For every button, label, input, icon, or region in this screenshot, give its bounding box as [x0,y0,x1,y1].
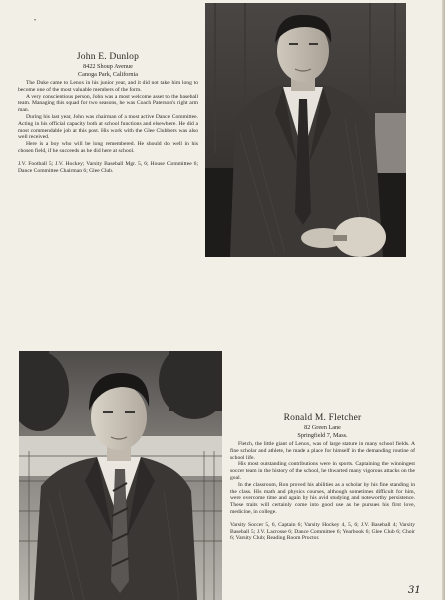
student-name: John E. Dunlop [76,52,140,62]
address-city: Canoga Park, California [78,70,138,78]
bio-paragraph: During his last year, John was chairman of a most active Dance Committee. Acting in his official capacity both at school functions and elsewhere. He did a most commendable job at this post. His work with the Glee Clubbers was also well received. [18,113,198,141]
address-city: Springfield 7, Mass. [297,431,348,439]
student-name: Ronald M. Fletcher [283,413,362,423]
entry-dunlop [18,52,198,174]
bio-paragraph: Here is a boy who will be long remembered. He should do well in his chosen field, if he succeeds as he did here at school. [18,141,198,154]
entry-fletcher [230,413,415,542]
bio-paragraph: The Duke came to Lenox in his junior year, and it did not take him long to become one of the most valuable members of the form. [18,80,198,93]
bio-paragraph: Fletch, the little giant of Lenox, was of large stature in many school fields. A fine scholar and athlete, he made a place for himself in the demanding routine of school life. [230,441,415,461]
portrait-photo-dunlop [205,3,406,257]
address-street: 8422 Shoup Avenue [83,63,133,70]
bio-paragraph: In the classroom, Ron proved his abilities as a scholar by his fine standing in the class. His math and physics courses, although sometimes difficult for him, were overcome time and again by his avid studying and noteworthy persistence. These traits will certainly come into good use as he pursues his first love, medicine, in college. [230,481,415,515]
print-mark: • [34,18,37,24]
address-street: 82 Green Lane [304,424,341,431]
bio-paragraph: A very conscientious person, John was a most welcome asset to the baseball team. Managing this squad for two seasons, he was Coach Paterson's right arm man. [18,93,198,114]
portrait-photo-fletcher [19,351,222,600]
activities-list: J.V. Football 5; J.V. Hockey; Varsity Baseball Mgr. 5, 6; House Committee 6; Dance Committee Chairman 6; Glee Club. [18,160,198,174]
activities-list: Varsity Soccer 5, 6, Captain 6; Varsity Hockey 4, 5, 6; J.V. Baseball 4; Varsity Baseball 5; J.V. Lacrosse 6; Dance Committee 6; Yearbook 6; Glee Club 6; Choir 6; Varsity Club; Reading Room Proctor. [230,521,415,542]
biography [230,441,415,516]
page-number: 31 [408,585,421,596]
bio-paragraph: His most outstanding contributions were in sports. Captaining the winningest soccer team in the history of the school, he thwarted many vigorous attacks on the goal. [230,461,415,481]
biography [18,80,198,155]
